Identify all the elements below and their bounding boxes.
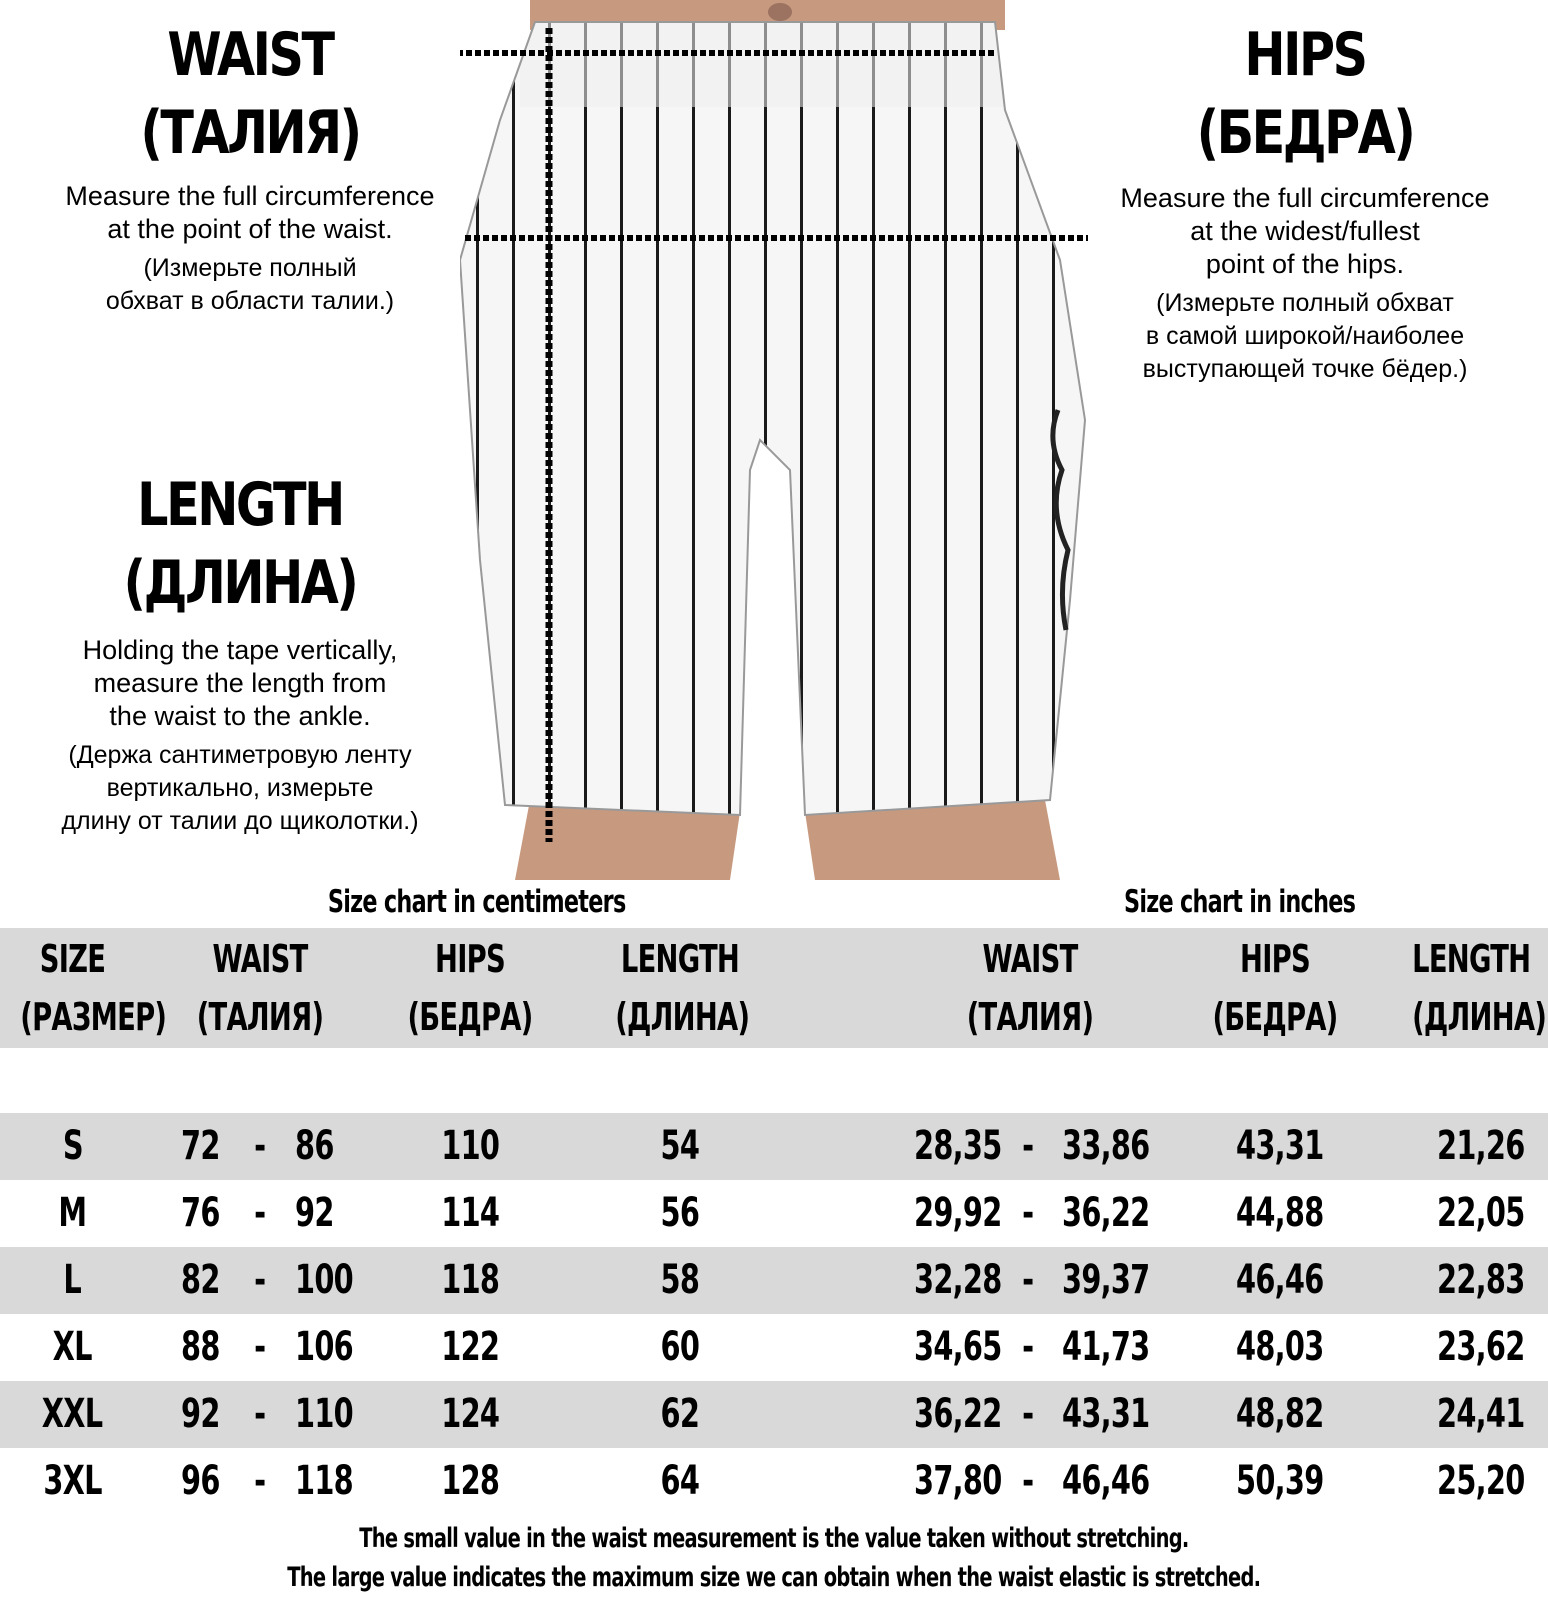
value-in-length: 21,26 bbox=[1437, 1123, 1525, 1169]
hips-desc-ru-line: выступающей точке бёдер.) bbox=[1142, 355, 1468, 383]
value-separator: - bbox=[1022, 1123, 1034, 1169]
header-hips-ru: (БЕДРА) bbox=[1212, 995, 1338, 1039]
value-separator: - bbox=[254, 1123, 266, 1169]
value-in-length: 25,20 bbox=[1437, 1458, 1525, 1504]
waist-desc-line: Measure the full circumference bbox=[65, 181, 435, 211]
cell-cm-waist-min bbox=[150, 1113, 220, 1180]
value-cm-waist-max: 106 bbox=[295, 1324, 353, 1370]
cell-in-hips bbox=[1205, 1247, 1355, 1314]
table-header bbox=[0, 928, 1548, 1048]
cell-cm-length bbox=[610, 1314, 750, 1381]
value-cm-waist-min: 72 bbox=[181, 1123, 220, 1169]
header-cm-hips bbox=[380, 930, 560, 1046]
value-cm-waist-max: 110 bbox=[295, 1391, 353, 1437]
length-desc-ru-line: длину от талии до щиколотки.) bbox=[61, 807, 419, 835]
cell-in-separator bbox=[1008, 1314, 1048, 1381]
shorts-illustration bbox=[460, 0, 1100, 880]
cell-in-hips bbox=[1205, 1381, 1355, 1448]
note-line bbox=[0, 1562, 1548, 1593]
cell-cm-waist-max bbox=[295, 1314, 375, 1381]
cell-cm-waist-max bbox=[295, 1113, 375, 1180]
value-cm-length: 62 bbox=[660, 1391, 700, 1437]
cell-in-waist-min bbox=[880, 1381, 1002, 1448]
value-cm-hips: 122 bbox=[441, 1324, 499, 1370]
waist-desc-ru-line: обхват в области талии.) bbox=[105, 287, 395, 315]
value-in-hips: 43,31 bbox=[1236, 1123, 1324, 1169]
cell-in-hips bbox=[1205, 1448, 1355, 1515]
value-cm-length: 60 bbox=[660, 1324, 700, 1370]
cell-cm-length bbox=[610, 1381, 750, 1448]
waist-desc-line: at the point of the waist. bbox=[107, 214, 393, 244]
cell-cm-separator bbox=[240, 1180, 280, 1247]
cell-in-waist-max bbox=[1062, 1247, 1182, 1314]
waist-desc-ru-line: (Измерьте полный bbox=[143, 254, 357, 282]
cell-in-waist-max bbox=[1062, 1180, 1182, 1247]
cell-size bbox=[0, 1180, 145, 1247]
table-row-l bbox=[0, 1247, 1548, 1314]
table-row-xxl bbox=[0, 1381, 1548, 1448]
cell-cm-separator bbox=[240, 1113, 280, 1180]
value-cm-length: 54 bbox=[660, 1123, 700, 1169]
value-cm-waist-min: 82 bbox=[181, 1257, 220, 1303]
cell-in-waist-min bbox=[880, 1314, 1002, 1381]
value-separator: - bbox=[1022, 1458, 1034, 1504]
cell-in-length bbox=[1385, 1448, 1525, 1515]
value-cm-waist-max: 86 bbox=[295, 1123, 334, 1169]
hips-desc-ru-line: (Измерьте полный обхват bbox=[1156, 289, 1454, 317]
value-in-length: 23,62 bbox=[1437, 1324, 1525, 1370]
cell-in-waist-min bbox=[880, 1247, 1002, 1314]
value-cm-hips: 110 bbox=[441, 1123, 499, 1169]
value-in-waist-max: 43,31 bbox=[1062, 1391, 1150, 1437]
value-size: XL bbox=[52, 1324, 93, 1370]
cell-cm-hips bbox=[400, 1180, 540, 1247]
cell-in-hips bbox=[1205, 1113, 1355, 1180]
cell-cm-separator bbox=[240, 1314, 280, 1381]
cell-in-hips bbox=[1205, 1180, 1355, 1247]
cell-cm-hips bbox=[400, 1448, 540, 1515]
hips-desc-line: Measure the full circumference bbox=[1120, 183, 1490, 213]
value-separator: - bbox=[254, 1458, 266, 1504]
table-row-s bbox=[0, 1113, 1548, 1180]
hips-desc-line: at the widest/fullest bbox=[1190, 216, 1420, 246]
cell-size bbox=[0, 1314, 145, 1381]
value-in-hips: 50,39 bbox=[1236, 1458, 1324, 1504]
cell-cm-separator bbox=[240, 1448, 280, 1515]
header-waist-ru: (ТАЛИЯ) bbox=[196, 995, 324, 1039]
value-cm-waist-max: 118 bbox=[295, 1458, 353, 1504]
header-cm-waist bbox=[170, 930, 350, 1046]
value-size: L bbox=[63, 1257, 82, 1303]
header-waist-en: WAIST bbox=[212, 937, 308, 981]
length-instructions bbox=[20, 460, 460, 838]
value-cm-hips: 118 bbox=[441, 1257, 499, 1303]
value-separator: - bbox=[254, 1257, 266, 1303]
value-in-waist-min: 37,80 bbox=[914, 1458, 1002, 1504]
cell-cm-separator bbox=[240, 1381, 280, 1448]
caption-inch bbox=[1040, 884, 1440, 920]
value-in-waist-min: 29,92 bbox=[914, 1190, 1002, 1236]
cell-size bbox=[0, 1113, 145, 1180]
header-waist-ru: (ТАЛИЯ) bbox=[966, 995, 1094, 1039]
cell-cm-separator bbox=[240, 1247, 280, 1314]
cell-in-length bbox=[1385, 1113, 1525, 1180]
value-in-waist-max: 46,46 bbox=[1062, 1458, 1150, 1504]
caption-cm bbox=[270, 884, 670, 920]
header-hips-en: HIPS bbox=[435, 937, 505, 981]
cell-in-separator bbox=[1008, 1381, 1048, 1448]
value-cm-length: 58 bbox=[660, 1257, 700, 1303]
header-length-en: LENGTH bbox=[1412, 937, 1531, 981]
value-cm-hips: 114 bbox=[441, 1190, 499, 1236]
value-separator: - bbox=[254, 1391, 266, 1437]
value-cm-length: 64 bbox=[660, 1458, 700, 1504]
value-separator: - bbox=[254, 1324, 266, 1370]
value-in-waist-min: 34,65 bbox=[914, 1324, 1002, 1370]
cell-in-waist-min bbox=[880, 1180, 1002, 1247]
value-cm-waist-min: 92 bbox=[181, 1391, 220, 1437]
cell-in-length bbox=[1385, 1247, 1525, 1314]
cell-in-separator bbox=[1008, 1448, 1048, 1515]
header-length-ru: (ДЛИНА) bbox=[615, 995, 750, 1039]
cell-cm-waist-min bbox=[150, 1314, 220, 1381]
cell-size bbox=[0, 1381, 145, 1448]
value-separator: - bbox=[1022, 1324, 1034, 1370]
hips-title: HIPS bbox=[1244, 20, 1366, 90]
value-in-length: 22,83 bbox=[1437, 1257, 1525, 1303]
value-cm-waist-max: 100 bbox=[295, 1257, 353, 1303]
value-cm-hips: 128 bbox=[441, 1458, 499, 1504]
cell-size bbox=[0, 1448, 145, 1515]
value-in-hips: 48,03 bbox=[1236, 1324, 1324, 1370]
cell-cm-waist-max bbox=[295, 1448, 375, 1515]
hips-title-ru: (БЕДРА) bbox=[1196, 98, 1414, 168]
value-size: M bbox=[58, 1190, 87, 1236]
header-cm-length bbox=[590, 930, 770, 1046]
header-in-waist bbox=[940, 930, 1120, 1046]
header-hips-en: HIPS bbox=[1240, 937, 1310, 981]
table-row-m bbox=[0, 1180, 1548, 1247]
cell-cm-waist-min bbox=[150, 1381, 220, 1448]
value-in-waist-max: 41,73 bbox=[1062, 1324, 1150, 1370]
length-desc-line: measure the length from bbox=[93, 668, 387, 698]
cell-cm-waist-min bbox=[150, 1247, 220, 1314]
value-in-length: 24,41 bbox=[1437, 1391, 1525, 1437]
cell-cm-hips bbox=[400, 1381, 540, 1448]
header-size bbox=[0, 930, 167, 1046]
value-in-waist-min: 28,35 bbox=[914, 1123, 1002, 1169]
cell-in-length bbox=[1385, 1381, 1525, 1448]
value-size: 3XL bbox=[43, 1458, 102, 1504]
value-cm-waist-min: 76 bbox=[181, 1190, 220, 1236]
cell-cm-length bbox=[610, 1448, 750, 1515]
value-in-waist-min: 32,28 bbox=[914, 1257, 1002, 1303]
cell-in-waist-max bbox=[1062, 1314, 1182, 1381]
header-size-ru: (РАЗМЕР) bbox=[20, 995, 167, 1039]
header-length-ru: (ДЛИНА) bbox=[1412, 995, 1547, 1039]
cell-in-separator bbox=[1008, 1247, 1048, 1314]
value-size: XXL bbox=[42, 1391, 103, 1437]
value-cm-hips: 124 bbox=[441, 1391, 499, 1437]
cell-in-waist-max bbox=[1062, 1113, 1182, 1180]
value-in-waist-min: 36,22 bbox=[914, 1391, 1002, 1437]
cell-cm-length bbox=[610, 1113, 750, 1180]
header-size-en: SIZE bbox=[39, 937, 106, 981]
value-in-length: 22,05 bbox=[1437, 1190, 1525, 1236]
value-separator: - bbox=[1022, 1190, 1034, 1236]
value-cm-waist-min: 96 bbox=[181, 1458, 220, 1504]
caption-inch-text: Size chart in inches bbox=[1124, 884, 1356, 920]
length-desc-line: the waist to the ankle. bbox=[109, 701, 371, 731]
caption-cm-text: Size chart in centimeters bbox=[327, 884, 626, 920]
cell-cm-length bbox=[610, 1247, 750, 1314]
cell-cm-hips bbox=[400, 1113, 540, 1180]
value-separator: - bbox=[1022, 1391, 1034, 1437]
cell-cm-hips bbox=[400, 1247, 540, 1314]
value-cm-waist-max: 92 bbox=[295, 1190, 334, 1236]
cell-cm-waist-max bbox=[295, 1180, 375, 1247]
hips-desc-line: point of the hips. bbox=[1205, 249, 1405, 279]
cell-cm-waist-min bbox=[150, 1180, 220, 1247]
header-in-hips bbox=[1185, 930, 1365, 1046]
cell-in-length bbox=[1385, 1314, 1525, 1381]
cell-cm-hips bbox=[400, 1314, 540, 1381]
table-row-3xl bbox=[0, 1448, 1548, 1515]
header-in-length bbox=[1390, 930, 1548, 1046]
hips-instructions bbox=[1085, 10, 1525, 386]
value-in-hips: 46,46 bbox=[1236, 1257, 1324, 1303]
cell-in-separator bbox=[1008, 1113, 1048, 1180]
value-separator: - bbox=[1022, 1257, 1034, 1303]
header-hips-ru: (БЕДРА) bbox=[407, 995, 533, 1039]
value-in-waist-max: 39,37 bbox=[1062, 1257, 1150, 1303]
table-row-xl bbox=[0, 1314, 1548, 1381]
note-unstretched: The small value in the waist measurement is the value taken without stretching. bbox=[359, 1523, 1189, 1554]
hips-desc-ru-line: в самой широкой/наиболее bbox=[1145, 322, 1465, 350]
value-in-waist-max: 36,22 bbox=[1062, 1190, 1150, 1236]
cell-cm-length bbox=[610, 1180, 750, 1247]
cell-in-waist-max bbox=[1062, 1448, 1182, 1515]
value-in-hips: 44,88 bbox=[1236, 1190, 1324, 1236]
value-cm-length: 56 bbox=[660, 1190, 700, 1236]
note-stretched: The large value indicates the maximum size we can obtain when the waist elastic is stretched. bbox=[287, 1562, 1261, 1593]
value-size: S bbox=[62, 1123, 83, 1169]
length-title: LENGTH bbox=[137, 470, 343, 540]
cell-cm-waist-min bbox=[150, 1448, 220, 1515]
cell-cm-waist-max bbox=[295, 1381, 375, 1448]
length-title-ru: (ДЛИНА) bbox=[123, 548, 357, 618]
length-desc-ru-line: вертикально, измерьте bbox=[106, 774, 374, 802]
value-in-hips: 48,82 bbox=[1236, 1391, 1324, 1437]
waist-instructions bbox=[30, 10, 470, 318]
cell-in-waist-max bbox=[1062, 1381, 1182, 1448]
value-in-waist-max: 33,86 bbox=[1062, 1123, 1150, 1169]
cell-in-waist-min bbox=[880, 1113, 1002, 1180]
value-cm-waist-min: 88 bbox=[181, 1324, 220, 1370]
cell-in-length bbox=[1385, 1180, 1525, 1247]
header-length-en: LENGTH bbox=[620, 937, 740, 981]
cell-size bbox=[0, 1247, 145, 1314]
cell-in-separator bbox=[1008, 1180, 1048, 1247]
waist-title-ru: (ТАЛИЯ) bbox=[140, 98, 360, 168]
waist-title: WAIST bbox=[167, 20, 333, 90]
cell-in-hips bbox=[1205, 1314, 1355, 1381]
note-line bbox=[0, 1523, 1548, 1554]
length-desc-ru-line: (Держа сантиметровую ленту bbox=[68, 741, 412, 769]
cell-in-waist-min bbox=[880, 1448, 1002, 1515]
cell-cm-waist-max bbox=[295, 1247, 375, 1314]
length-desc-line: Holding the tape vertically, bbox=[82, 635, 398, 665]
header-waist-en: WAIST bbox=[982, 937, 1078, 981]
value-separator: - bbox=[254, 1190, 266, 1236]
